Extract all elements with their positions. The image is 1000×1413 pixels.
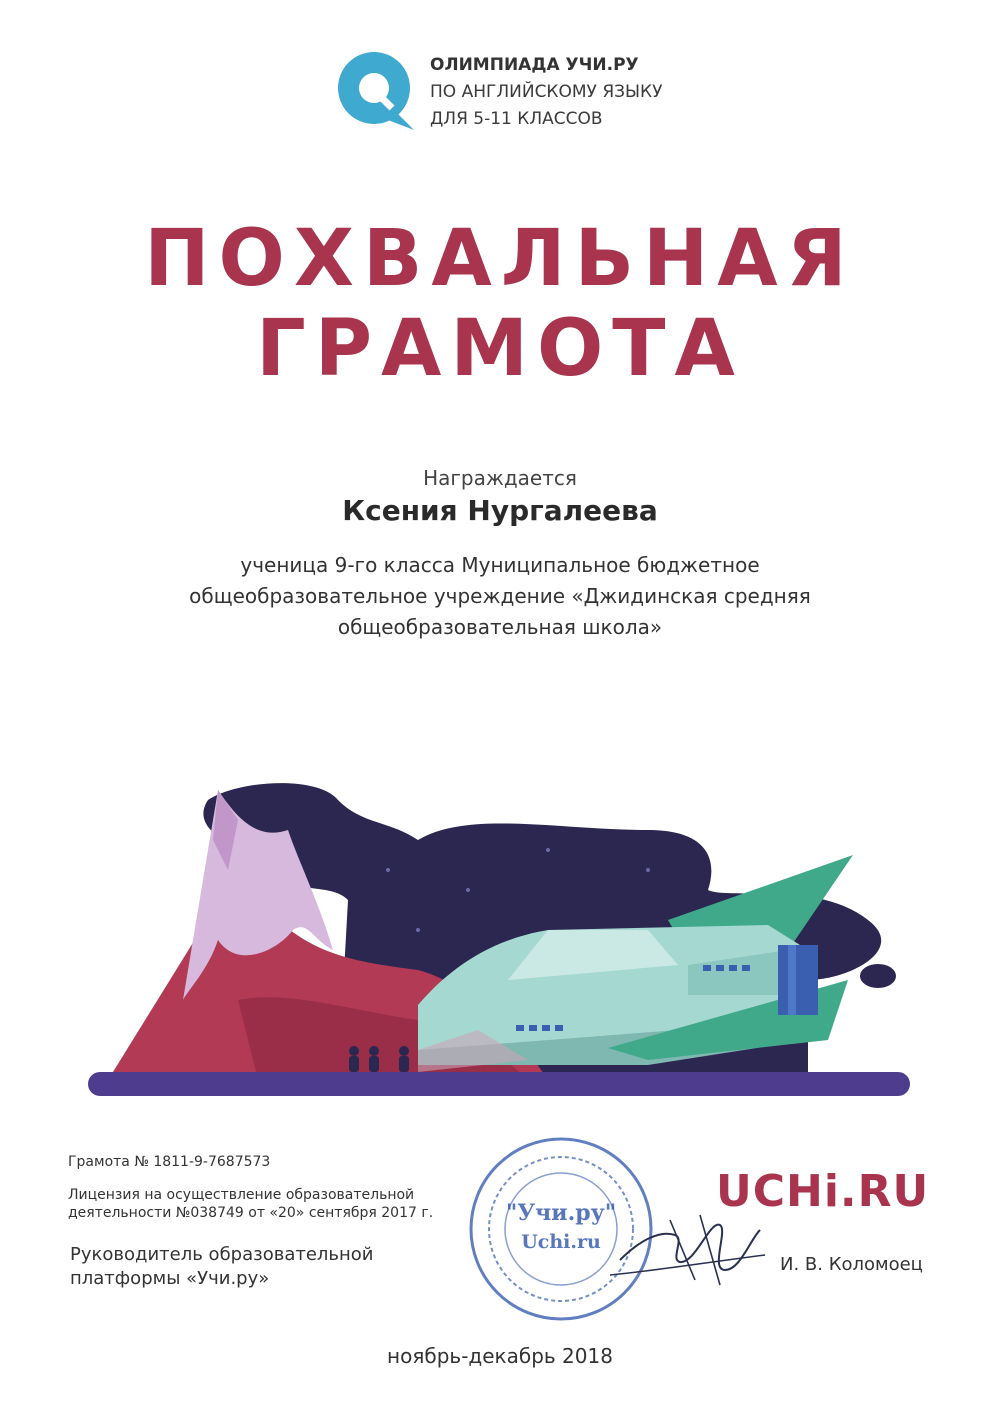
- olympiad-title: ОЛИМПИАДА УЧИ.РУ: [430, 55, 639, 75]
- recipient-description: ученица 9-го класса Муниципальное бюджетное общеобразовательное учреждение «Джидинская средняя общеобразовательная школа»: [189, 553, 811, 639]
- signer-name: И. В. Коломоец: [780, 1254, 923, 1275]
- q-speech-bubble-icon: [336, 50, 416, 132]
- uchi-brand-logo: UCHi.RU: [716, 1166, 930, 1217]
- certificate-number: Грамота № 1811-9-7687573: [68, 1154, 271, 1170]
- awarded-label: Награждается: [423, 466, 577, 490]
- stamp-main-text: "Учи.ру": [505, 1200, 617, 1226]
- license-info: [68, 1186, 433, 1222]
- olympiad-subject: ПО АНГЛИЙСКОМУ ЯЗЫКУ: [430, 82, 663, 102]
- license-line2: деятельности №038749 от «20» сентября 2017 г.: [68, 1205, 434, 1221]
- stamp-sub-text: Uchi.ru: [521, 1231, 601, 1253]
- certificate-title-line1: ПОХВАЛЬНАЯ: [144, 214, 856, 304]
- olympiad-info: [430, 52, 662, 133]
- head-line2: платформы «Учи.ру»: [70, 1268, 270, 1289]
- issue-date: ноябрь-декабрь 2018: [387, 1344, 613, 1368]
- platform-head: [70, 1243, 374, 1291]
- recipient-name: Ксения Нургалеева: [342, 494, 658, 527]
- ground-strip: [88, 1072, 910, 1096]
- certificate-title-line2: ГРАМОТА: [256, 304, 744, 394]
- head-line1: Руководитель образовательной: [70, 1244, 374, 1265]
- space-illustration: [88, 780, 910, 1098]
- license-line1: Лицензия на осуществление образовательной: [68, 1187, 415, 1203]
- olympiad-grades: ДЛЯ 5-11 КЛАССОВ: [430, 109, 603, 129]
